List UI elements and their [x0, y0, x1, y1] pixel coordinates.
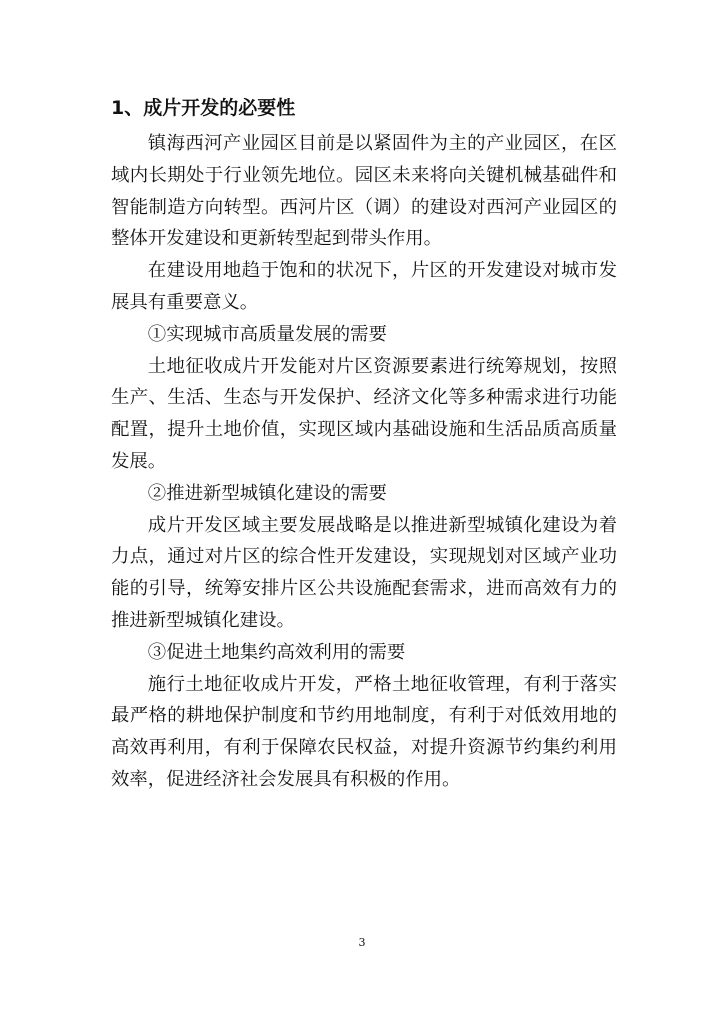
- paragraph-land-efficiency: 施行土地征收成片开发，严格土地征收管理，有利于落实最严格的耕地保护制度和节约用地制度，有利于对低效用地的高效再利用，有利于保障农民权益，对提升资源节约集约利用效率，促进经济社会发展具有积极的作用。: [111, 673, 617, 790]
- page-number: 3: [358, 936, 366, 949]
- paragraph-intro: 镇海西河产业园区目前是以紧固件为主的产业园区，在区域内长期处于行业领先地位。园区未来将向关键机械基础件和智能制造方向转型。西河片区（调）的建设对西河产业园区的整体开发建设和更新转型起到带头作用。: [111, 133, 617, 250]
- paragraph-high-quality-development: 土地征收成片开发能对片区资源要素进行统筹规划，按照生产、生活、生态与开发保护、经济文化等多种需求进行功能配置，提升土地价值，实现区域内基础设施和生活品质高质量发展。: [111, 355, 617, 472]
- subheading-new-urbanization: ②推进新型城镇化建设的需要: [147, 482, 387, 504]
- section-heading: 1、成片开发的必要性: [111, 97, 296, 119]
- paragraph-significance: 在建设用地趋于饱和的状况下，片区的开发建设对城市发展具有重要意义。: [111, 260, 617, 313]
- subheading-land-efficiency: ③促进土地集约高效利用的需要: [147, 641, 406, 663]
- document-body: [111, 128, 617, 796]
- subheading-high-quality-development: ①实现城市高质量发展的需要: [147, 323, 387, 345]
- paragraph-new-urbanization: 成片开发区域主要发展战略是以推进新型城镇化建设为着力点，通过对片区的综合性开发建设，实现规划对区域产业功能的引导，统筹安排片区公共设施配套需求，进而高效有力的推进新型城镇化建设。: [111, 514, 617, 631]
